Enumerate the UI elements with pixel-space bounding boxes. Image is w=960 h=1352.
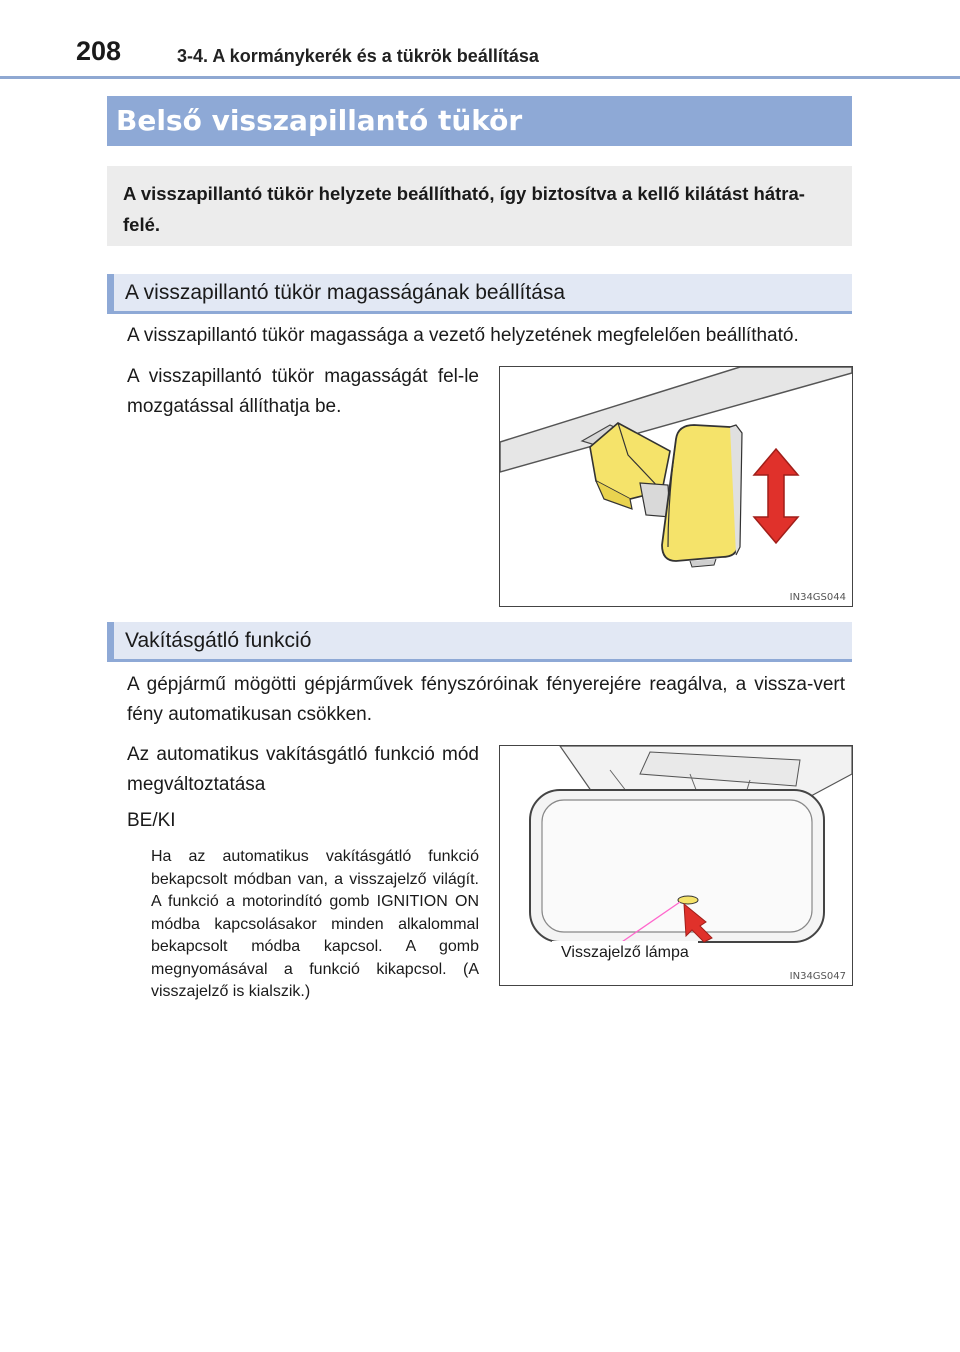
height-adjust-instruction: A visszapillantó tükör magasságát fel-le mozgatással állíthatja be. xyxy=(127,366,479,417)
intro-box: A visszapillantó tükör helyzete beállítható, így biztosítva a kellő kilátást hátra-felé. xyxy=(107,166,852,246)
page-number: 208 xyxy=(76,36,122,66)
page-title: Belső visszapillantó tükör xyxy=(107,96,852,146)
height-adjust-description: A visszapillantó tükör magassága a vezető helyzetének megfelelően beállítható. xyxy=(127,325,799,346)
on-off-label: BE/KI xyxy=(127,810,176,831)
anti-glare-mode-change: Az automatikus vakításgátló funkció mód megváltoztatása xyxy=(127,744,479,795)
figure-mirror-height xyxy=(499,366,853,607)
figure-code: IN34GS044 xyxy=(789,592,846,603)
figure-code: IN34GS047 xyxy=(789,971,846,982)
up-down-arrow-icon xyxy=(754,449,798,543)
mirror-housing xyxy=(662,425,740,561)
anti-glare-note: Ha az automatikus vakításgátló funkció bekapcsolt módban van, a visszajelző világít. A funkció a motorindító gomb IGNITION ON módba kapcsolásakor minden alkalommal bekapcsolt módba kapcsol. A gomb megnyomásával a funkció kikapcsol. (A visszajelző is kialszik.) xyxy=(151,848,479,1000)
mirror-height-illustration xyxy=(500,367,852,606)
section-heading-anti-glare: Vakításgátló funkció xyxy=(107,622,852,662)
anti-glare-description: A gépjármű mögötti gépjárművek fényszóróinak fényerejére reagálva, a vissza-vert fény automatikusan csökken. xyxy=(127,674,845,725)
running-head: 3-4. A kormánykerék és a tükrök beállítása xyxy=(177,46,539,66)
section-heading-height-adjustment: A visszapillantó tükör magasságának beállítása xyxy=(107,274,852,314)
callout-indicator-lamp: Visszajelző lámpa xyxy=(552,941,698,965)
header-rule xyxy=(0,76,960,79)
indicator-lamp xyxy=(678,896,698,904)
